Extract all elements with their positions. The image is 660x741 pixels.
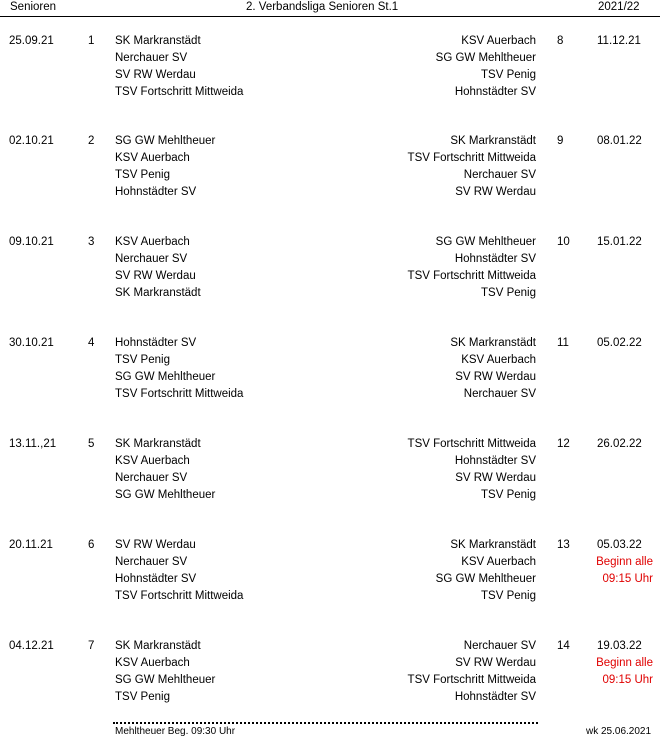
- home-team: SK Markranstädt: [115, 35, 201, 47]
- away-team: KSV Auerbach: [461, 556, 536, 568]
- away-team: TSV Fortschritt Mittweida: [407, 674, 536, 686]
- home-team: TSV Penig: [115, 354, 170, 366]
- round-block: [0, 335, 660, 405]
- away-team: SG GW Mehltheuer: [435, 573, 536, 585]
- away-team: KSV Auerbach: [461, 354, 536, 366]
- first-leg-date: 13.11.,21: [9, 438, 57, 450]
- away-teams-list: [408, 638, 536, 706]
- away-team: Hohnstädter SV: [454, 86, 536, 98]
- first-leg-date: 02.10.21: [9, 135, 54, 147]
- home-team: TSV Penig: [115, 691, 170, 703]
- first-leg-round-number: 1: [88, 35, 95, 47]
- away-team: Nerchauer SV: [463, 640, 536, 652]
- footer-stamp: wk 25.06.2021: [586, 726, 652, 737]
- second-leg-date: 05.02.22: [597, 337, 642, 349]
- home-teams-list: [115, 638, 215, 706]
- league-title: 2. Verbandsliga Senioren St.1: [246, 1, 399, 13]
- home-team: TSV Penig: [115, 169, 170, 181]
- away-teams-list: [436, 537, 536, 605]
- home-team: Nerchauer SV: [115, 556, 188, 568]
- home-teams-list: [115, 537, 243, 605]
- start-time-note: Beginn alle: [596, 657, 653, 669]
- start-time-note: Beginn alle: [596, 556, 653, 568]
- first-leg-date: 25.09.21: [9, 35, 54, 47]
- home-team: SK Markranstädt: [115, 287, 201, 299]
- first-leg-round-number: 7: [88, 640, 95, 652]
- first-leg-round-number: 5: [88, 438, 95, 450]
- category-label: Senioren: [10, 1, 57, 13]
- away-team: SV RW Werdau: [455, 657, 536, 669]
- away-team: SV RW Werdau: [455, 472, 536, 484]
- away-team: TSV Fortschritt Mittweida: [407, 438, 536, 450]
- away-team: SV RW Werdau: [455, 186, 536, 198]
- first-leg-date: 30.10.21: [9, 337, 54, 349]
- home-teams-list: [115, 33, 243, 101]
- home-team: Hohnstädter SV: [115, 186, 197, 198]
- first-leg-round-number: 4: [88, 337, 95, 349]
- start-time-note: 09:15 Uhr: [602, 573, 653, 585]
- second-leg-date: 15.01.22: [597, 236, 642, 248]
- home-team: SV RW Werdau: [115, 539, 196, 551]
- second-leg-date: 11.12.21: [597, 35, 641, 47]
- second-leg-round-number: 9: [557, 135, 564, 147]
- away-team: Nerchauer SV: [463, 169, 536, 181]
- round-block: [0, 537, 660, 607]
- footer-note: Mehltheuer Beg. 09:30 Uhr: [115, 726, 236, 737]
- away-team: Hohnstädter SV: [454, 455, 536, 467]
- first-leg-date: 09.10.21: [9, 236, 54, 248]
- first-leg-date: 20.11.21: [9, 539, 53, 551]
- home-team: Nerchauer SV: [115, 52, 188, 64]
- away-team: SK Markranstädt: [450, 539, 536, 551]
- second-leg-date: 26.02.22: [597, 438, 642, 450]
- home-team: KSV Auerbach: [115, 657, 190, 669]
- home-team: SK Markranstädt: [115, 438, 201, 450]
- home-team: Nerchauer SV: [115, 472, 188, 484]
- season-label: 2021/22: [598, 1, 640, 13]
- home-team: KSV Auerbach: [115, 152, 190, 164]
- away-team: SK Markranstädt: [450, 337, 536, 349]
- round-block: [0, 638, 660, 708]
- home-team: SV RW Werdau: [115, 69, 196, 81]
- first-leg-round-number: 2: [88, 135, 95, 147]
- first-leg-date: 04.12.21: [9, 640, 54, 652]
- round-block: [0, 133, 660, 203]
- home-team: SK Markranstädt: [115, 640, 201, 652]
- home-team: SG GW Mehltheuer: [115, 135, 216, 147]
- away-team: Nerchauer SV: [463, 388, 536, 400]
- home-team: TSV Fortschritt Mittweida: [115, 86, 244, 98]
- home-team: Nerchauer SV: [115, 253, 188, 265]
- away-teams-list: [408, 436, 536, 504]
- home-team: SG GW Mehltheuer: [115, 674, 216, 686]
- home-team: KSV Auerbach: [115, 236, 190, 248]
- home-team: SG GW Mehltheuer: [115, 489, 216, 501]
- first-leg-round-number: 6: [88, 539, 95, 551]
- away-team: TSV Fortschritt Mittweida: [407, 152, 536, 164]
- away-team: TSV Penig: [481, 287, 536, 299]
- away-team: Hohnstädter SV: [454, 253, 536, 265]
- home-team: SV RW Werdau: [115, 270, 196, 282]
- round-block: [0, 234, 660, 304]
- first-leg-round-number: 3: [88, 236, 95, 248]
- second-leg-date: 05.03.22: [597, 539, 642, 551]
- away-team: SG GW Mehltheuer: [435, 236, 536, 248]
- home-team: TSV Fortschritt Mittweida: [115, 388, 244, 400]
- away-team: TSV Fortschritt Mittweida: [407, 270, 536, 282]
- home-team: TSV Fortschritt Mittweida: [115, 590, 244, 602]
- second-leg-round-number: 11: [557, 337, 569, 349]
- second-leg-date: 19.03.22: [597, 640, 642, 652]
- away-team: KSV Auerbach: [461, 35, 536, 47]
- page-header: [0, 0, 660, 17]
- away-team: Hohnstädter SV: [454, 691, 536, 703]
- home-teams-list: [115, 234, 201, 302]
- home-teams-list: [115, 436, 215, 504]
- home-team: SG GW Mehltheuer: [115, 371, 216, 383]
- away-team: SV RW Werdau: [455, 371, 536, 383]
- second-leg-date: 08.01.22: [597, 135, 642, 147]
- start-time-note: 09:15 Uhr: [602, 674, 653, 686]
- second-leg-round-number: 13: [557, 539, 570, 551]
- away-team: SK Markranstädt: [450, 135, 536, 147]
- away-team: TSV Penig: [481, 69, 536, 81]
- away-team: SG GW Mehltheuer: [435, 52, 536, 64]
- round-block: [0, 33, 660, 103]
- away-teams-list: [436, 33, 536, 101]
- away-team: TSV Penig: [481, 489, 536, 501]
- away-teams-list: [450, 335, 536, 403]
- away-teams-list: [408, 133, 536, 201]
- home-team: Hohnstädter SV: [115, 573, 197, 585]
- second-leg-round-number: 8: [557, 35, 564, 47]
- home-teams-list: [115, 133, 215, 201]
- away-team: TSV Penig: [481, 590, 536, 602]
- home-teams-list: [115, 335, 243, 403]
- round-block: [0, 436, 660, 506]
- home-team: Hohnstädter SV: [115, 337, 197, 349]
- second-leg-round-number: 14: [557, 640, 570, 652]
- footer-divider: [113, 722, 538, 724]
- second-leg-round-number: 12: [557, 438, 570, 450]
- away-teams-list: [408, 234, 536, 302]
- second-leg-round-number: 10: [557, 236, 570, 248]
- home-team: KSV Auerbach: [115, 455, 190, 467]
